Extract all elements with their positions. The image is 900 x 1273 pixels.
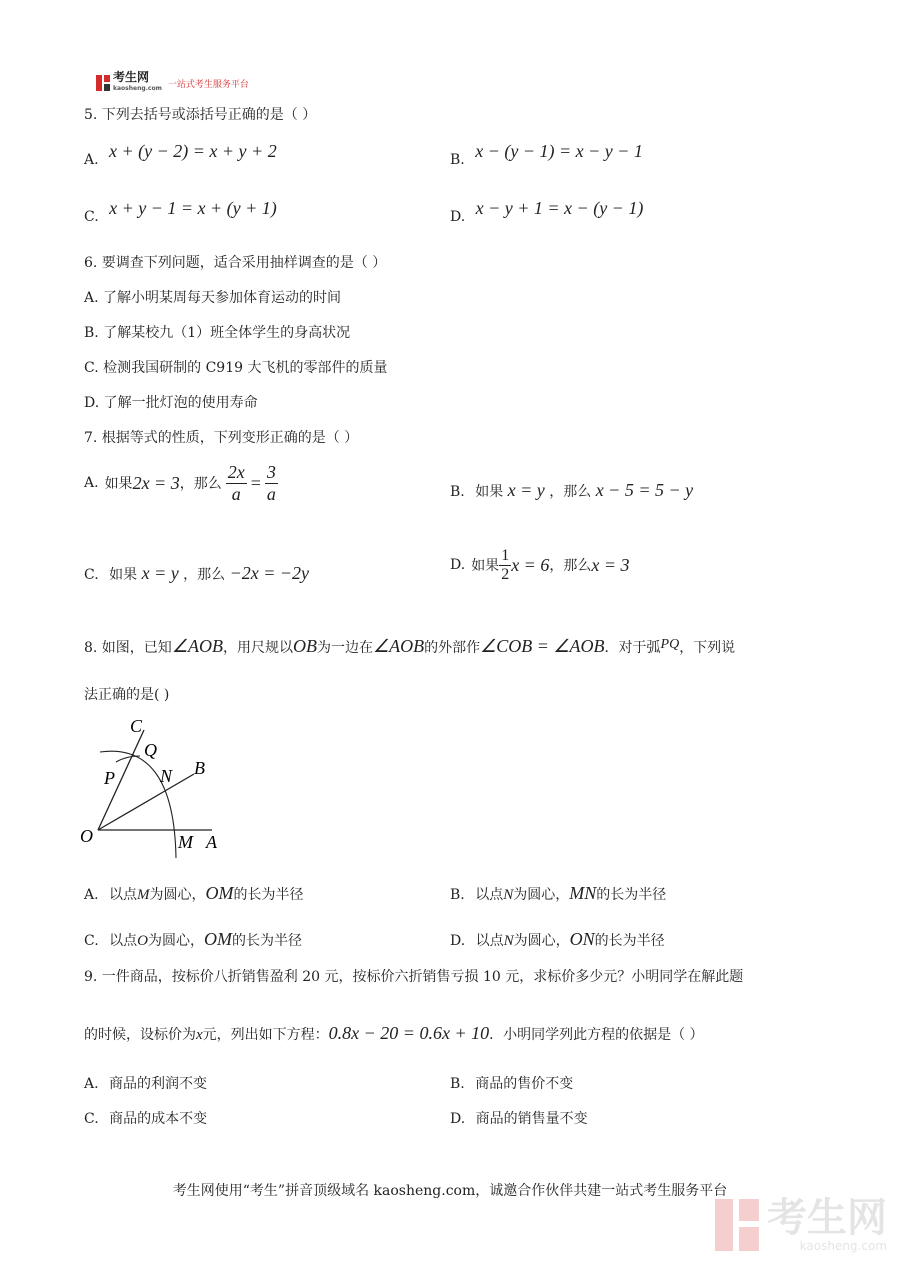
q8-option-d-pt: N (503, 933, 514, 949)
q9-equation: 0.8x − 20 = 0.6x + 10 (328, 1023, 490, 1043)
q7-option-a-if: 如果 (104, 476, 133, 492)
q5-option-c-expr: x + y − 1 = x + (y + 1) (109, 198, 277, 218)
q8-option-c[interactable] (84, 929, 302, 950)
q6-option-d-text: 了解一批灯泡的使用寿命 (103, 395, 258, 411)
q6-option-b-text: 了解某校九（1）班全体学生的身高状况 (103, 325, 351, 341)
q6-option-a-text: 了解小明某周每天参加体育运动的时间 (103, 290, 342, 306)
q8-stem-part6: ，下列说 (679, 640, 736, 656)
q8-option-b-pt: N (503, 887, 514, 903)
q8-option-b-label: B. (450, 887, 465, 903)
q7-option-d-if: 如果 (471, 558, 500, 574)
q9-stem-line1: 9. 一件商品，按标价八折销售盈利 20 元，按标价六折销售亏损 10 元，求标价多少元？小明同学在解此题 (84, 969, 744, 985)
q9-option-c[interactable] (84, 1108, 207, 1128)
q8-stem-line1 (84, 636, 735, 657)
q8-option-c-label: C. (84, 933, 99, 949)
q7-option-a-num2: 3 (266, 461, 276, 482)
q7-option-b-if: 如果 (475, 484, 504, 500)
q5-option-d-expr: x − y + 1 = x − (y − 1) (475, 198, 644, 218)
q8-angle-aob: ∠AOB (171, 636, 223, 656)
q6-option-d[interactable] (84, 392, 258, 412)
q9-stem-line2 (84, 1023, 704, 1044)
q9-stem-part3: ．小明同学列此方程的依据是（ ） (489, 1027, 704, 1043)
q6-option-b-label: B. (84, 325, 99, 341)
q5-option-a[interactable] (84, 141, 277, 169)
label-a: A (206, 832, 217, 852)
q8-angle-aob-2: ∠AOB (372, 636, 425, 656)
q9-stem-part1: 的时候，设标价为 (84, 1027, 196, 1043)
q7-option-b-label: B. (450, 484, 465, 500)
q7-option-c-res: −2x = −2y (229, 563, 310, 583)
q6-option-a-label: A. (84, 290, 99, 306)
logo-brand-name: 考生网 (113, 70, 150, 84)
q8-option-a-seg: OM (205, 883, 234, 903)
q8-equation: ∠COB = ∠AOB (480, 636, 605, 656)
q8-option-c-mid: 为圆心， (147, 933, 204, 949)
q8-arc-pq: PQ (660, 637, 680, 652)
q7-option-a-label: A. (84, 475, 99, 491)
q7-option-a-eq: = (250, 472, 261, 493)
logo-brand (113, 72, 162, 94)
q8-option-c-pt: O (137, 933, 148, 949)
q7-option-d-num: 1 (501, 546, 510, 564)
q5-option-b[interactable] (450, 141, 643, 169)
q6-option-b[interactable] (84, 322, 350, 342)
q5-option-b-expr: x − (y − 1) = x − y − 1 (475, 141, 643, 161)
q9-option-b-text: 商品的售价不变 (475, 1076, 574, 1092)
q7-stem: 7. 根据等式的性质，下列变形正确的是（ ） (84, 430, 359, 446)
watermark-icon (715, 1199, 759, 1251)
q9-stem-part2: 元，列出如下方程： (202, 1027, 329, 1043)
label-m: M (178, 832, 193, 852)
q8-option-b-post: 的长为半径 (596, 887, 667, 903)
q8-option-a-label: A. (84, 887, 99, 903)
q8-option-b-mid: 为圆心， (513, 887, 570, 903)
q9-option-c-label: C. (84, 1111, 99, 1127)
logo-icon (96, 75, 110, 91)
q7-option-c-cond: x = y (141, 563, 179, 583)
q9-option-b[interactable] (450, 1073, 573, 1093)
label-c: C (130, 716, 143, 736)
q7-option-b-cond: x = y (507, 480, 545, 500)
q5-option-b-label: B. (450, 152, 465, 168)
q8-stem-part5: ．对于弧 (604, 640, 661, 656)
page-footer: 考生网使用“考生”拼音顶级域名 kaosheng.com，诚邀合作伙伴共建一站式考生服务平台 (172, 1183, 728, 1199)
q8-option-c-seg: OM (203, 929, 232, 949)
q7-option-a-cond: 2x = 3 (132, 472, 180, 493)
q9-option-a-label: A. (84, 1076, 99, 1092)
q8-option-c-post: 的长为半径 (231, 933, 302, 949)
q9-option-d-label: D. (450, 1111, 466, 1127)
q9-option-b-label: B. (450, 1076, 465, 1092)
q8-option-d-label: D. (450, 933, 466, 949)
q7-option-b[interactable] (450, 480, 693, 501)
q6-option-c-label: C. (84, 360, 99, 376)
q5-option-a-expr: x + (y − 2) = x + y + 2 (109, 141, 277, 161)
q7-option-a-num1: 2x (227, 461, 245, 482)
q9-option-a[interactable] (84, 1073, 207, 1093)
q8-option-a-pre: 以点 (109, 887, 138, 903)
q9-option-a-text: 商品的利润不变 (109, 1076, 208, 1092)
q8-option-d[interactable] (450, 929, 665, 950)
q7-option-d-then: ，那么 (549, 558, 592, 574)
q5-option-c-label: C. (84, 209, 99, 225)
q5-option-d-label: D. (450, 209, 466, 225)
q7-option-a-den2: a (266, 483, 276, 504)
q8-stem-line2: 法正确的是( ) (84, 687, 170, 703)
q7-option-a-den1: a (231, 483, 241, 504)
q7-option-a-frac1 (226, 462, 247, 505)
q8-option-c-pre: 以点 (109, 933, 138, 949)
q8-stem-part3: 为一边在 (316, 640, 373, 656)
q9-option-d[interactable] (450, 1108, 588, 1128)
q8-option-a-post: 的长为半径 (233, 887, 304, 903)
label-n: N (160, 766, 173, 786)
q7-option-b-then: ，那么 (549, 484, 592, 500)
q6-stem: 6. 要调查下列问题，适合采用抽样调查的是（ ） (84, 255, 387, 271)
q8-option-b-pre: 以点 (475, 887, 504, 903)
q6-option-c[interactable] (84, 357, 387, 377)
watermark-domain: kaosheng.com (799, 1239, 887, 1253)
q7-option-d-frac (499, 547, 511, 584)
q7-option-c-label: C. (84, 567, 99, 583)
q7-option-d-label: D. (450, 557, 466, 573)
q8-stem-part2: ，用尺规以 (222, 640, 293, 656)
q9-option-d-text: 商品的销售量不变 (475, 1111, 588, 1127)
q7-option-d[interactable] (450, 540, 629, 590)
q7-option-b-res: x − 5 = 5 − y (595, 480, 694, 500)
logo-slogan: 一站式考生服务平台 (167, 79, 249, 90)
q5-option-a-label: A. (84, 152, 99, 168)
q8-option-a-pt: M (137, 887, 150, 903)
q8-option-d-mid: 为圆心， (513, 933, 570, 949)
q8-option-a[interactable] (84, 883, 304, 904)
label-o: O (80, 826, 93, 846)
q7-option-a-frac2 (265, 462, 278, 505)
q7-option-a-then: ，那么 (179, 476, 222, 492)
watermark-logo (715, 1197, 887, 1253)
label-b: B (194, 758, 205, 778)
q8-option-d-pre: 以点 (475, 933, 504, 949)
q5-option-c[interactable] (84, 198, 277, 226)
q8-option-a-mid: 为圆心， (149, 887, 206, 903)
q8-option-b-seg: MN (569, 883, 597, 903)
q8-stem-part1: 8. 如图，已知 (84, 640, 172, 656)
watermark-name: 考生网 (767, 1195, 887, 1241)
q8-stem-part4: 的外部作 (424, 640, 481, 656)
q8-option-b[interactable] (450, 883, 666, 904)
q9-option-c-text: 商品的成本不变 (109, 1111, 208, 1127)
logo-brand-domain: kaosheng.com (113, 85, 162, 92)
header-logo (96, 72, 249, 94)
label-p: P (104, 768, 115, 788)
q7-option-c[interactable] (84, 563, 309, 584)
q8-figure (78, 712, 238, 862)
q5-stem: 5. 下列去括号或添括号正确的是（ ） (84, 107, 317, 123)
q9-var: x (196, 1027, 203, 1043)
q7-option-d-res: x = 3 (591, 554, 630, 575)
q5-option-d[interactable] (450, 198, 644, 226)
q7-option-d-den: 2 (501, 565, 510, 583)
label-q: Q (144, 740, 157, 760)
q8-ob: OB (292, 636, 317, 656)
q7-option-c-if: 如果 (109, 567, 138, 583)
q7-option-a[interactable] (84, 458, 278, 508)
q6-option-d-label: D. (84, 395, 100, 411)
q8-option-d-post: 的长为半径 (594, 933, 665, 949)
q7-option-d-cond: x = 6 (511, 554, 550, 575)
q8-option-d-seg: ON (569, 929, 595, 949)
q7-option-c-then: ，那么 (183, 567, 226, 583)
q6-option-c-text: 检测我国研制的 C919 大飞机的零部件的质量 (103, 360, 388, 376)
q6-option-a[interactable] (84, 287, 341, 307)
